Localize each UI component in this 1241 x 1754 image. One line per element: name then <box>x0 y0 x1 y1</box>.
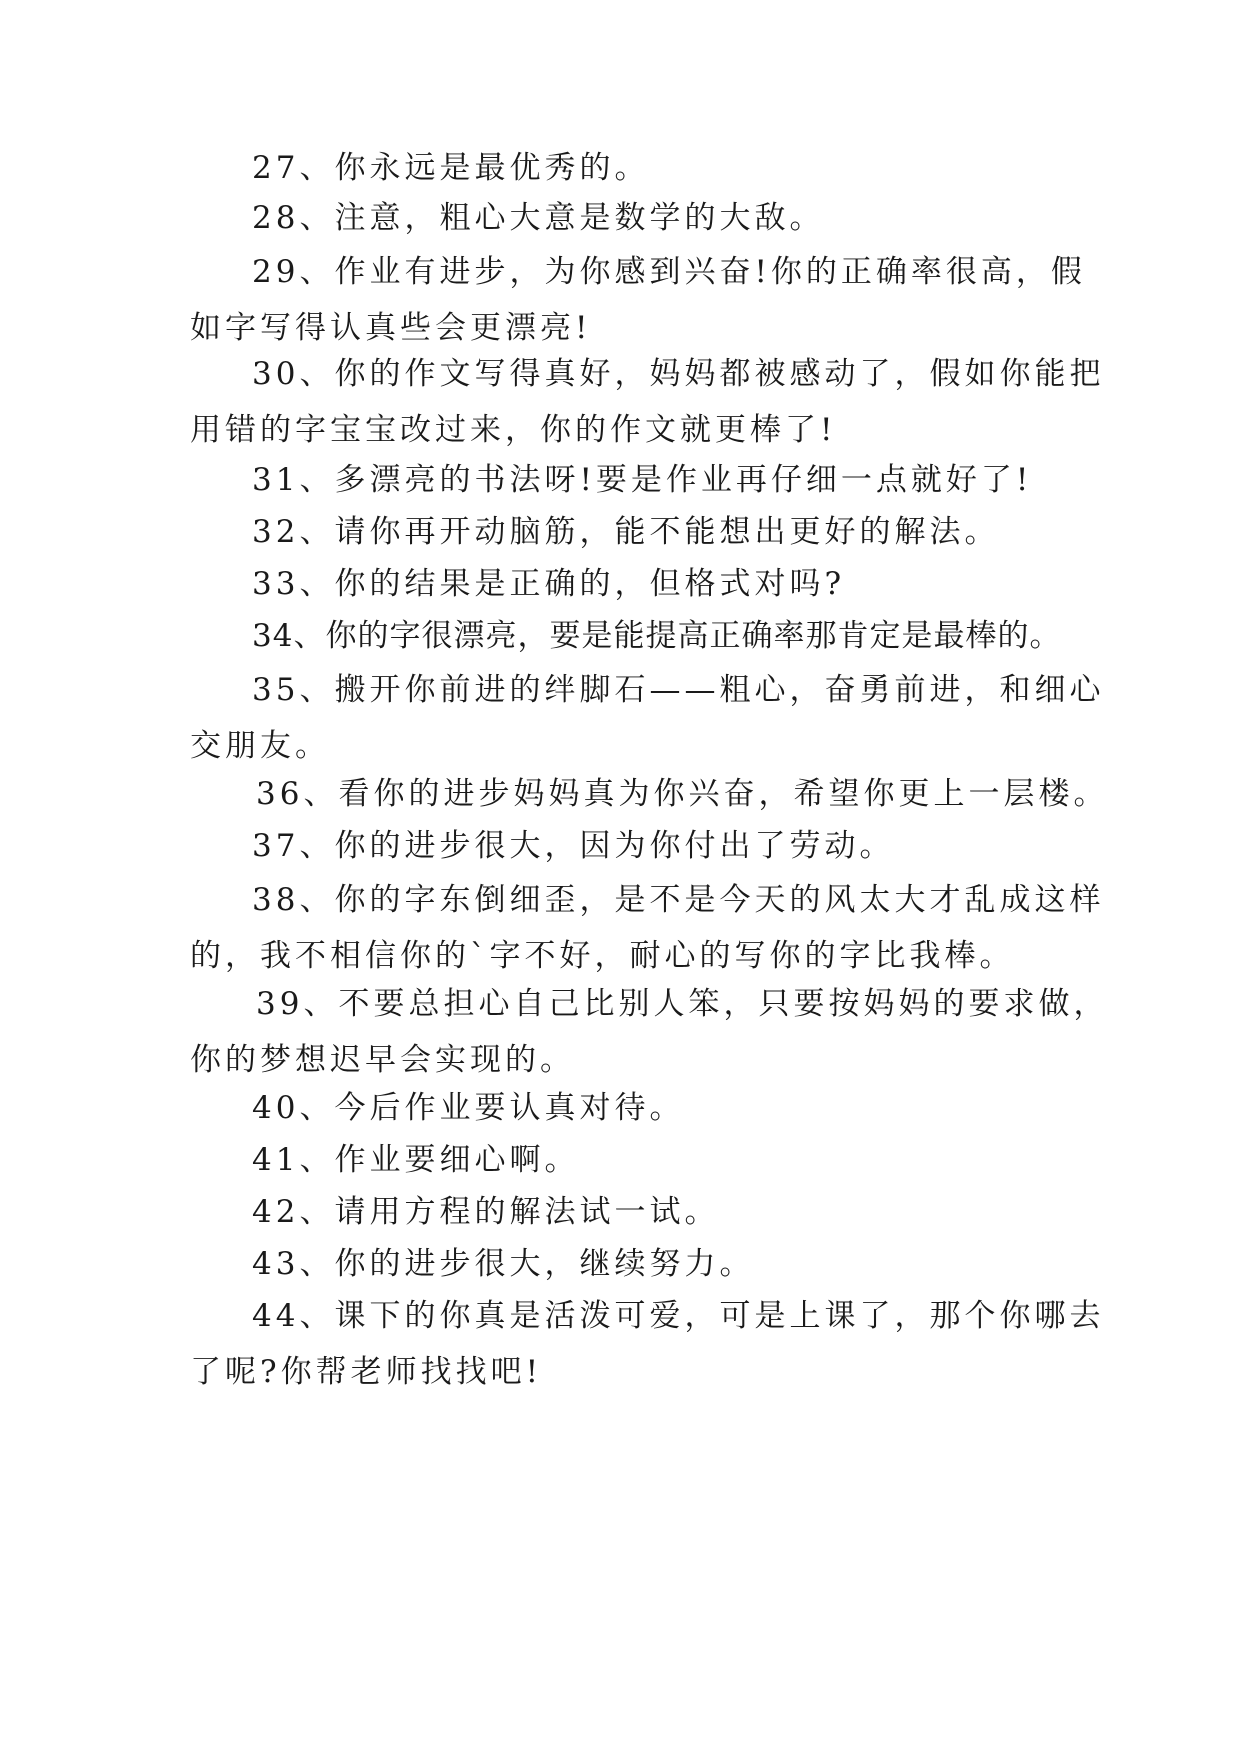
paragraph-32 <box>190 504 1070 560</box>
paragraph-line: 39、不要总担心自己比别人笨，只要按妈妈的要求做， <box>256 986 1109 1022</box>
paragraph-33 <box>190 556 1070 612</box>
paragraph-41 <box>190 1132 1070 1188</box>
paragraph-29 <box>190 244 1086 356</box>
paragraph-43 <box>190 1236 1070 1292</box>
paragraph-line: 35、搬开你前进的绊脚石——粗心，奋勇前进，和细心 <box>252 672 1105 708</box>
paragraph-31 <box>190 452 1070 508</box>
paragraph-38 <box>190 872 1105 984</box>
paragraph-line: 30、你的作文写得真好，妈妈都被感动了，假如你能把 <box>252 356 1105 392</box>
paragraph-line: 38、你的字东倒细歪，是不是今天的风太大才乱成这样 <box>252 882 1105 918</box>
paragraph-39 <box>190 976 1109 1088</box>
paragraph-line: 37、你的进步很大，因为你付出了劳动。 <box>252 828 895 864</box>
paragraph-42 <box>190 1184 1070 1240</box>
paragraph-line: 32、请你再开动脑筋，能不能想出更好的解法。 <box>252 514 1000 550</box>
paragraph-44 <box>190 1288 1105 1400</box>
paragraph-line: 42、请用方程的解法试一试。 <box>252 1194 720 1230</box>
paragraph-36 <box>190 766 1109 822</box>
paragraph-30 <box>190 346 1105 458</box>
paragraph-line: 的，我不相信你的`字不好，耐心的写你的字比我棒。 <box>190 938 1015 974</box>
paragraph-line: 44、课下的你真是活泼可爱，可是上课了，那个你哪去 <box>252 1298 1105 1334</box>
paragraph-line: 交朋友。 <box>190 728 330 764</box>
paragraph-line: 29、作业有进步，为你感到兴奋!你的正确率很高，假 <box>252 254 1086 290</box>
paragraph-line: 28、注意，粗心大意是数学的大敌。 <box>252 200 825 236</box>
paragraph-line: 40、今后作业要认真对待。 <box>252 1090 685 1126</box>
paragraph-line: 用错的字宝宝改过来，你的作文就更棒了! <box>190 412 837 448</box>
paragraph-line: 33、你的结果是正确的，但格式对吗? <box>252 566 846 602</box>
paragraph-line: 36、看你的进步妈妈真为你兴奋，希望你更上一层楼。 <box>256 776 1109 812</box>
paragraph-35 <box>190 662 1105 774</box>
paragraph-line: 43、你的进步很大，继续努力。 <box>252 1246 755 1282</box>
paragraph-37 <box>190 818 1070 874</box>
paragraph-line: 27、你永远是最优秀的。 <box>252 150 650 186</box>
paragraph-34 <box>190 608 1070 664</box>
paragraph-line: 如字写得认真些会更漂亮! <box>190 310 592 346</box>
paragraph-line: 了呢?你帮老师找找吧! <box>190 1354 543 1390</box>
paragraph-line: 你的梦想迟早会实现的。 <box>190 1042 575 1078</box>
paragraph-line: 41、作业要细心啊。 <box>252 1142 580 1178</box>
paragraph-line: 34、你的字很漂亮，要是能提高正确率那肯定是最棒的。 <box>252 618 1062 654</box>
paragraph-28 <box>190 190 1070 246</box>
paragraph-line: 31、多漂亮的书法呀!要是作业再仔细一点就好了! <box>252 462 1033 498</box>
paragraph-27 <box>190 140 1070 196</box>
paragraph-40 <box>190 1080 1070 1136</box>
